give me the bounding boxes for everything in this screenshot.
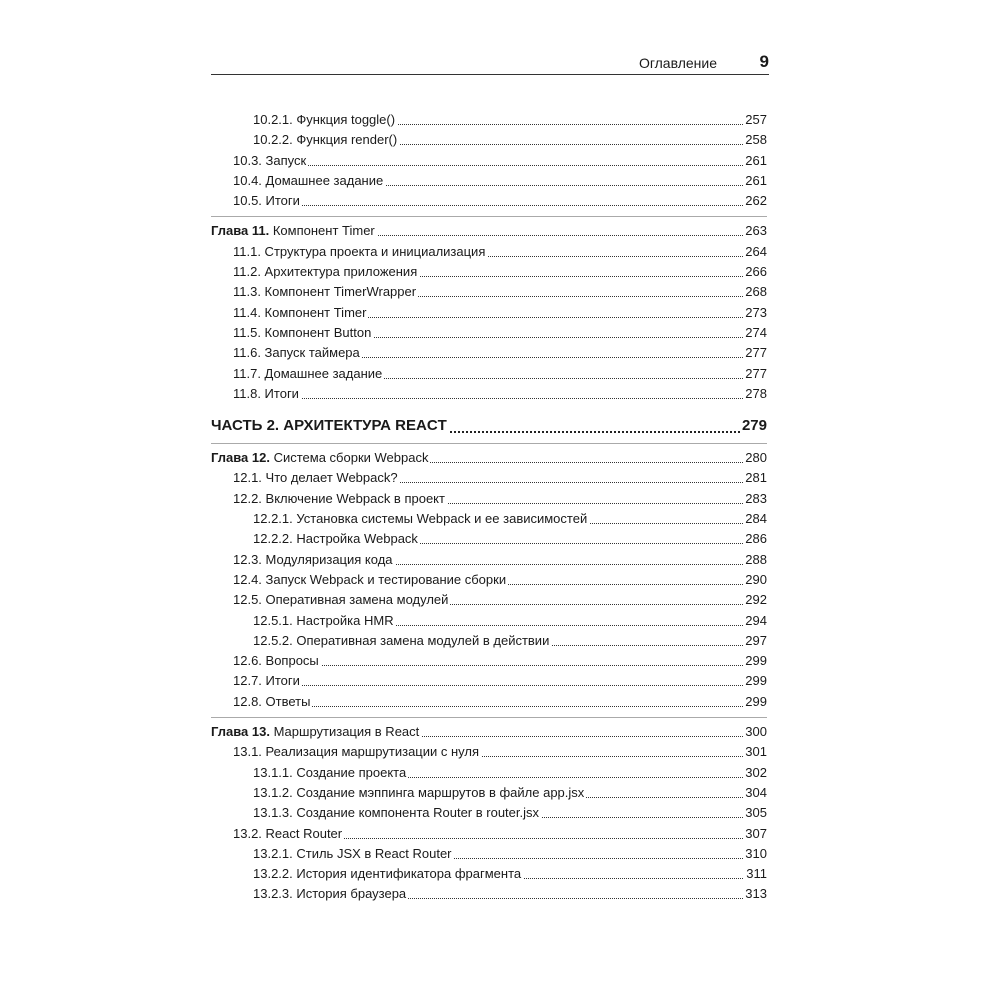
toc-entry-title: 13.1.3. Создание компонента Router в router.jsx — [253, 803, 541, 823]
chapter-label: Глава 13. — [211, 724, 270, 740]
toc-page-number: 277 — [743, 343, 767, 363]
toc-entry-title: 12.6. Вопросы — [233, 651, 321, 671]
toc-entry[interactable] — [211, 384, 767, 404]
toc-entry[interactable] — [211, 171, 767, 191]
toc-entry-title: 11.7. Домашнее задание — [233, 364, 384, 384]
toc-page-number: 278 — [743, 384, 767, 404]
header-title: Оглавление — [638, 55, 717, 71]
toc-entry[interactable] — [211, 110, 767, 130]
toc-entry-title: 12.3. Модуляризация кода — [233, 550, 395, 570]
toc-entry[interactable] — [211, 191, 767, 211]
toc-page-number: 273 — [743, 303, 767, 323]
toc-page-number: 277 — [743, 364, 767, 384]
toc-entry[interactable] — [211, 550, 767, 570]
toc-entry[interactable] — [211, 242, 767, 262]
toc-chapter[interactable] — [211, 221, 767, 241]
toc-entry[interactable] — [211, 529, 767, 549]
toc-entry-title: 12.8. Ответы — [233, 692, 312, 712]
table-of-contents — [211, 110, 767, 905]
toc-entry-title: 12.5.1. Настройка HMR — [253, 611, 396, 631]
toc-entry-title: 13.2.3. История браузера — [253, 884, 408, 904]
toc-entry[interactable] — [211, 803, 767, 823]
section-divider — [211, 443, 767, 445]
chapter-label: Глава 11. — [211, 223, 270, 239]
toc-page-number: 281 — [743, 468, 767, 488]
toc-page-number: 262 — [743, 191, 767, 211]
toc-entry[interactable] — [211, 364, 767, 384]
toc-page-number: 297 — [743, 631, 767, 651]
leader-dots — [233, 165, 747, 166]
toc-entry[interactable] — [211, 864, 767, 884]
spacer — [211, 404, 767, 414]
toc-entry[interactable] — [211, 343, 767, 363]
toc-entry-title: 11.5. Компонент Button — [233, 323, 373, 343]
toc-entry[interactable] — [211, 262, 767, 282]
toc-page-number: 290 — [743, 570, 767, 590]
toc-entry-title: 11.2. Архитектура приложения — [233, 262, 419, 282]
header-rule — [211, 74, 769, 75]
toc-entry[interactable] — [211, 884, 767, 904]
toc-page-number: 305 — [743, 803, 767, 823]
toc-entry-title — [211, 448, 430, 468]
toc-entry[interactable] — [211, 570, 767, 590]
toc-entry-title: 13.1.2. Создание мэппинга маршрутов в файле app.jsx — [253, 783, 586, 803]
toc-entry[interactable] — [211, 130, 767, 150]
toc-page-number: 304 — [743, 783, 767, 803]
toc-page-number: 264 — [743, 242, 767, 262]
toc-page-number: 280 — [743, 448, 767, 468]
toc-page-number: 261 — [743, 171, 767, 191]
toc-entry[interactable] — [211, 303, 767, 323]
leader-dots — [233, 398, 747, 399]
toc-page-number: 299 — [743, 692, 767, 712]
toc-page-number: 257 — [743, 110, 767, 130]
toc-page-number: 292 — [743, 590, 767, 610]
toc-page-number: 313 — [743, 884, 767, 904]
toc-entry[interactable] — [211, 468, 767, 488]
toc-page-number: 311 — [744, 864, 767, 884]
leader-dots — [233, 685, 747, 686]
toc-page-number: 301 — [743, 742, 767, 762]
toc-entry[interactable] — [211, 590, 767, 610]
toc-page-number: 284 — [743, 509, 767, 529]
toc-entry-title: 10.3. Запуск — [233, 151, 308, 171]
toc-entry-title: 11.3. Компонент TimerWrapper — [233, 282, 418, 302]
toc-part-heading[interactable] — [211, 414, 767, 438]
toc-page-number: 288 — [743, 550, 767, 570]
toc-page-number: 258 — [743, 130, 767, 150]
chapter-label: Глава 12. — [211, 450, 270, 466]
toc-page-number: 294 — [743, 611, 767, 631]
toc-page-number: 299 — [743, 671, 767, 691]
toc-entry[interactable] — [211, 824, 767, 844]
toc-entry-title: 12.5. Оперативная замена модулей — [233, 590, 450, 610]
toc-entry[interactable] — [211, 282, 767, 302]
toc-entry-title: 12.2. Включение Webpack в проект — [233, 489, 447, 509]
toc-entry[interactable] — [211, 783, 767, 803]
leader-dots — [233, 205, 747, 206]
toc-entry-title: 13.2. React Router — [233, 824, 344, 844]
toc-entry-title: 13.2.1. Стиль JSX в React Router — [253, 844, 454, 864]
chapter-title: Маршрутизация в React — [273, 724, 420, 740]
toc-page-number: 261 — [743, 151, 767, 171]
toc-page-number: 266 — [743, 262, 767, 282]
toc-entry-title: 11.6. Запуск таймера — [233, 343, 362, 363]
toc-entry-title: 13.1. Реализация маршрутизации с нуля — [233, 742, 481, 762]
toc-entry-title: 12.2.2. Настройка Webpack — [253, 529, 420, 549]
toc-page-number: 274 — [743, 323, 767, 343]
toc-entry-title: 12.5.2. Оперативная замена модулей в действии — [253, 631, 551, 651]
toc-entry-title: 10.4. Домашнее задание — [233, 171, 385, 191]
toc-page-number: 283 — [743, 489, 767, 509]
toc-entry[interactable] — [211, 151, 767, 171]
toc-page-number: 286 — [743, 529, 767, 549]
toc-entry[interactable] — [211, 692, 767, 712]
toc-chapter[interactable] — [211, 722, 767, 742]
toc-entry[interactable] — [211, 631, 767, 651]
toc-entry-title: 12.4. Запуск Webpack и тестирование сборки — [233, 570, 508, 590]
toc-entry[interactable] — [211, 763, 767, 783]
toc-entry-title: 10.2.2. Функция render() — [253, 130, 399, 150]
toc-entry[interactable] — [211, 489, 767, 509]
page-header — [211, 52, 769, 74]
toc-entry-title: 10.2.1. Функция toggle() — [253, 110, 397, 130]
toc-page-number: 299 — [743, 651, 767, 671]
toc-entry-title: 12.2.1. Установка системы Webpack и ее зависимостей — [253, 509, 589, 529]
toc-entry-title — [211, 221, 377, 241]
toc-entry-title: 11.1. Структура проекта и инициализация — [233, 242, 487, 262]
toc-page-number: 300 — [743, 722, 767, 742]
toc-page-number: 268 — [743, 282, 767, 302]
toc-entry-title: 11.4. Компонент Timer — [233, 303, 368, 323]
section-divider — [211, 717, 767, 719]
toc-page-number: 310 — [743, 844, 767, 864]
toc-entry-title: 13.2.2. История идентификатора фрагмента — [253, 864, 523, 884]
toc-entry[interactable] — [211, 323, 767, 343]
toc-page-number: 302 — [743, 763, 767, 783]
toc-entry[interactable] — [211, 844, 767, 864]
toc-entry-title: 11.8. Итоги — [233, 384, 301, 404]
toc-entry-title: ЧАСТЬ 2. АРХИТЕКТУРА REACT — [211, 414, 449, 438]
toc-page-number: 279 — [740, 414, 767, 438]
toc-page-number: 307 — [743, 824, 767, 844]
toc-entry-title: 12.1. Что делает Webpack? — [233, 468, 400, 488]
toc-chapter[interactable] — [211, 448, 767, 468]
toc-entry-title — [211, 722, 421, 742]
toc-entry[interactable] — [211, 509, 767, 529]
chapter-title: Система сборки Webpack — [273, 450, 429, 466]
toc-entry-title: 13.1.1. Создание проекта — [253, 763, 408, 783]
section-divider — [211, 216, 767, 218]
toc-entry[interactable] — [211, 671, 767, 691]
toc-entry-title: 10.5. Итоги — [233, 191, 302, 211]
header-page-number: 9 — [759, 52, 769, 71]
toc-page-number: 263 — [743, 221, 767, 241]
toc-entry[interactable] — [211, 651, 767, 671]
toc-entry[interactable] — [211, 742, 767, 762]
chapter-title: Компонент Timer — [272, 223, 375, 239]
toc-entry[interactable] — [211, 611, 767, 631]
toc-entry-title: 12.7. Итоги — [233, 671, 302, 691]
